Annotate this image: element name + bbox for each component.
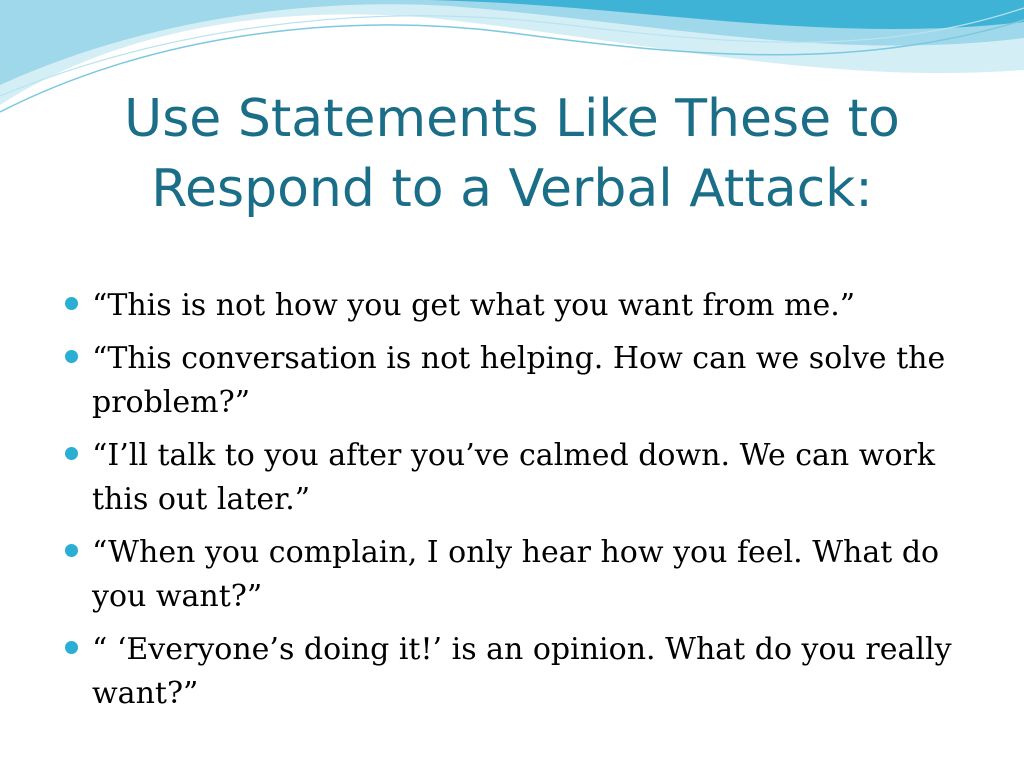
bullet-item <box>60 284 960 328</box>
bullet-icon <box>65 297 78 310</box>
bullet-text: “ ‘Everyone’s doing it!’ is an opinion. What do you really want?” <box>92 632 952 711</box>
bullet-icon <box>65 641 78 654</box>
bullet-item <box>60 337 960 425</box>
bullet-icon <box>65 447 78 460</box>
bullet-icon <box>65 544 78 557</box>
bullet-text: “This is not how you get what you want from me.” <box>92 288 856 323</box>
slide-title: Use Statements Like These to Respond to a Verbal Attack: <box>124 89 900 219</box>
bullet-item <box>60 628 960 716</box>
bullet-list <box>60 284 960 725</box>
bullet-text: “This conversation is not helping. How can we solve the problem?” <box>92 341 946 420</box>
bullet-item <box>60 434 960 522</box>
bullet-item <box>60 531 960 619</box>
bullet-text: “When you complain, I only hear how you feel. What do you want?” <box>92 535 940 614</box>
bullet-icon <box>65 350 78 363</box>
bullet-text: “I’ll talk to you after you’ve calmed down. We can work this out later.” <box>92 438 936 517</box>
